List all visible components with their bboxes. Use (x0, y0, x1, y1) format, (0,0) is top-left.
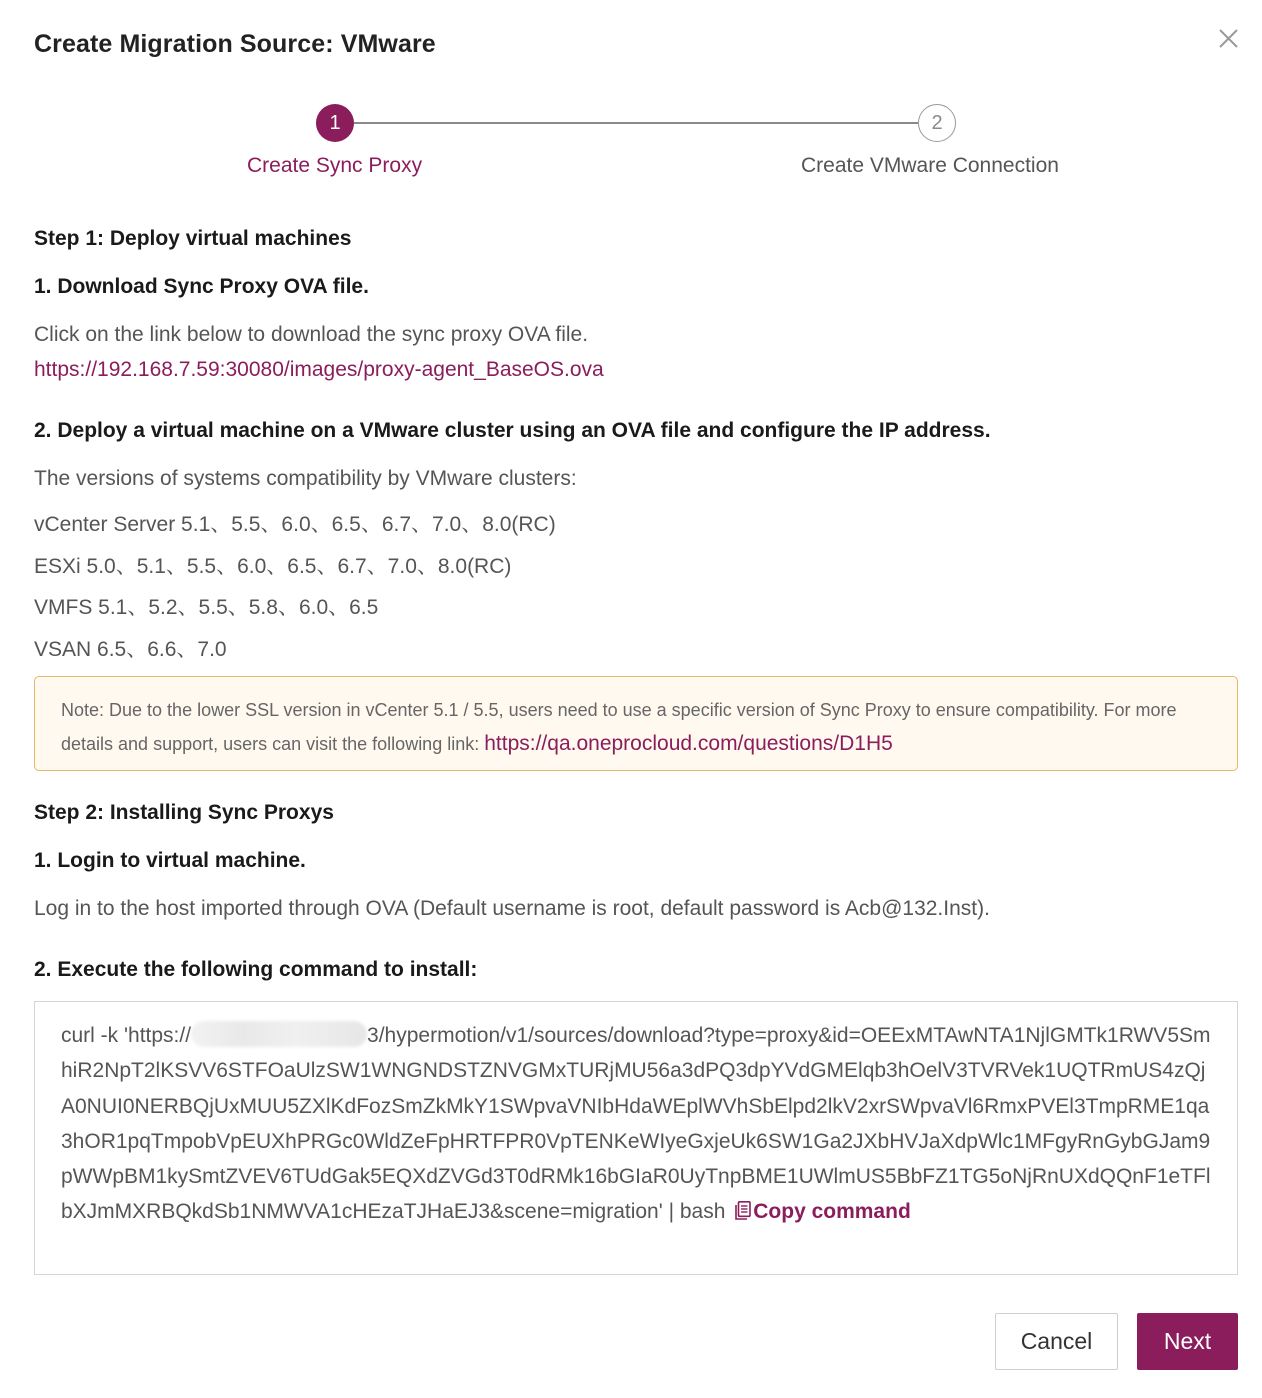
compatibility-vmfs: VMFS 5.1、5.2、5.5、5.8、6.0、6.5 (34, 596, 379, 619)
note-support-link[interactable]: https://qa.oneprocloud.com/questions/D1H5 (484, 732, 893, 755)
note-text: Note: Due to the lower SSL version in vCenter 5.1 / 5.5, users need to use a specific version of Sync Proxy to ensure compatibility. For more details and support, users can visit the following link: (61, 700, 1177, 754)
command-suffix: 3/hypermotion/v1/sources/download?type=proxy&id=OEExMTAwNTA1NjlGMTk1RWV5SmhiR2NpT2lKSVV6STFOaUlzSW1WNGNDSTZNVGMxTURjMU56a3dPQ3dpYVdGMElqb3hOelV3TVRVek1UQTRmUS4zQjA0NUI0NERBQjUxMUU5ZXlKdFozSmZkMkY1SWpvaVNIbHdaWEplWVhSbElpd2lkV2xrSWpvaVl6RmxPVEl3TmpRME1qa3hOR1pqTmpobVpEUXhPRGc0WldZeFpHRTFPR0VpTENKeWIyeGxjeUk6SW1Ga2JXbHVJaXdpWlc1MFgyRnGybGJam9pWWpBM1kySmtZVEV6TUdGak5EQXdZVGd3T0dRMk16bGIaR0UyTnpBME1UWlmUS5BbFZ1TG5oNjRnUXdQQnF1eTFlbXJmMXRBQkdSb1NMWVA1cHEzaTJHaEJ3&scene=migration' | bash (61, 1024, 1211, 1224)
compatibility-intro: The versions of systems compatibility by VMware clusters: (34, 467, 577, 490)
download-ova-title: 1. Download Sync Proxy OVA file. (34, 275, 369, 298)
ssl-note-box (34, 676, 1238, 771)
close-icon[interactable] (1216, 26, 1242, 52)
stepper-connector (354, 122, 918, 124)
step-1-label: Create Sync Proxy (247, 154, 423, 177)
copy-icon (735, 1196, 751, 1215)
dialog-title: Create Migration Source: VMware (34, 30, 436, 58)
copy-command-button[interactable] (731, 1200, 911, 1223)
download-ova-description: Click on the link below to download the sync proxy OVA file. (34, 323, 589, 346)
step-2-label: Create VMware Connection (801, 154, 1059, 177)
deploy-vm-title: 2. Deploy a virtual machine on a VMware cluster using an OVA file and configure the IP address. (34, 419, 991, 442)
step-1-indicator: 1 (316, 104, 354, 142)
compatibility-vsan: VSAN 6.5、6.6、7.0 (34, 638, 227, 661)
next-button[interactable]: Next (1137, 1313, 1238, 1370)
step-1-heading: Step 1: Deploy virtual machines (34, 227, 352, 250)
compatibility-vcenter: vCenter Server 5.1、5.5、6.0、6.5、6.7、7.0、8.0(RC) (34, 513, 556, 536)
install-command-box (34, 1001, 1238, 1275)
cancel-button[interactable]: Cancel (995, 1313, 1118, 1370)
stepper (0, 100, 1262, 190)
command-prefix: curl -k 'https:// (61, 1024, 192, 1047)
compatibility-esxi: ESXi 5.0、5.1、5.5、6.0、6.5、6.7、7.0、8.0(RC) (34, 555, 512, 578)
login-vm-title: 1. Login to virtual machine. (34, 849, 306, 872)
copy-command-label: Copy command (753, 1200, 911, 1224)
step-2-heading: Step 2: Installing Sync Proxys (34, 801, 334, 824)
login-vm-description: Log in to the host imported through OVA (Default username is root, default password is Acb@132.Inst). (34, 897, 990, 920)
install-command-title: 2. Execute the following command to install: (34, 958, 478, 981)
install-command-text (61, 1018, 1211, 1230)
redacted-host (191, 1021, 367, 1047)
step-2-indicator: 2 (918, 104, 956, 142)
ova-download-link[interactable]: https://192.168.7.59:30080/images/proxy-agent_BaseOS.ova (34, 358, 604, 381)
